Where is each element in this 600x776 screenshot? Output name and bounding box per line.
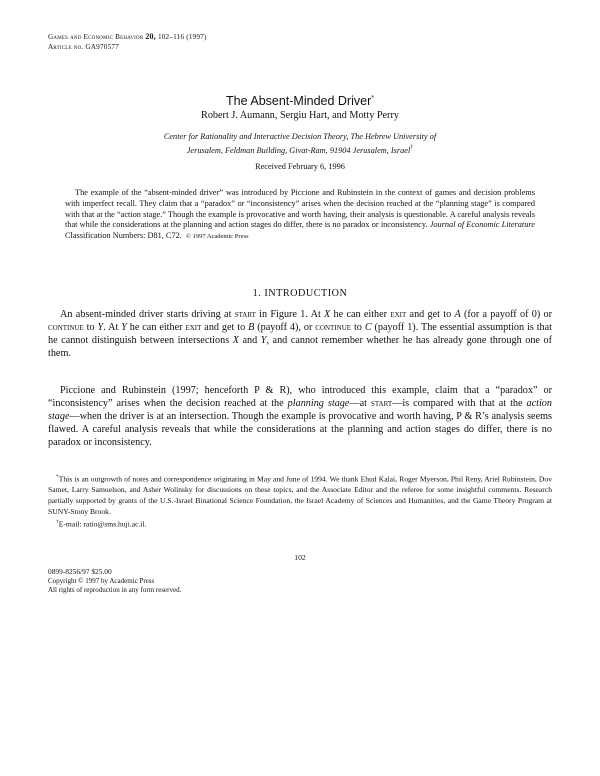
affiliation-line-2-text: Jerusalem, Feldman Building, Givat-Ram, 91904 Jerusalem, Israel <box>186 145 411 155</box>
publisher-info <box>48 567 181 596</box>
p2-text: —when the driver is at an intersection. Though the example is provocative and worth having, P & R’s analysis seems flawed. A careful analysis reveals that while the considerations at the planning and action stages do differ, there is no paradox or inconsistency. <box>48 410 552 448</box>
p1-text: (payoff 1). The essential assumption is that he cannot distinguish between intersections <box>48 321 552 346</box>
article-label: Article no. <box>48 43 84 51</box>
p1-text: to <box>83 321 98 333</box>
abstract-copyright: © 1997 Academic Press <box>186 233 249 241</box>
p2-planning-stage: planning stage <box>287 397 350 409</box>
paper-title <box>0 94 600 108</box>
page-number: 102 <box>294 553 306 562</box>
p1-text: An absent-minded driver starts driving at <box>60 309 235 320</box>
p1-var-b: B <box>248 321 255 333</box>
journal-name: Games and Economic Behavior <box>48 33 144 41</box>
affiliation-footnote-mark: † <box>410 144 414 151</box>
footnote-star <box>48 472 552 517</box>
p2-text: —is compared with that at the <box>392 397 527 409</box>
p1-continue: continue <box>315 321 352 333</box>
p1-exit: exit <box>390 309 407 320</box>
p1-text: (payoff 4), or <box>254 321 316 333</box>
journal-pages: 102–116 (1997) <box>157 33 207 41</box>
p1-text: he can either <box>126 321 186 333</box>
p1-continue: continue <box>48 321 84 333</box>
journal-volume: 20, <box>145 32 156 41</box>
paragraph-2 <box>48 385 552 450</box>
title-text: The Absent-Minded Driver <box>226 94 372 108</box>
abstract-text: The example of the “absent-minded driver” was introduced by Piccione and Rubinstein in the context of games and decision problems with imperfect recall. They claim that a “paradox” or “inconsistency” arises when the decision reached at the “planning stage” is compared with that at the “action stage.” Though the example is provocative and worth having, their analysis is questionable. A careful analysis reveals that while the considerations at the planning and action stages do differ, there is no paradox or inconsistency. <box>65 188 535 230</box>
p1-text: and <box>238 334 261 346</box>
p1-var-x: X <box>324 309 331 320</box>
authors: Robert J. Aumann, Sergiu Hart, and Motty Perry <box>201 110 399 121</box>
footnote-dagger <box>48 517 552 530</box>
journal-citation <box>48 32 207 42</box>
paragraph-1 <box>48 309 552 361</box>
footnote-star-text: This is an outgrowth of notes and correspondence originating in May and June of 1994. We thank Ehud Kalai, Roger Myerson, Phil Reny, Ariel Rubinstein, Dov Samet, Larry Samuelson, and Asher Wolinsky for discussions on these topics, and the Associate Editor and the referee for some insightful comments. Research partially supported by grants of the U.S.-Israel Binational Science Foundation, the Israel Academy of Sciences and Humanities, and the Game Theory Program at SUNY-Stony Brook. <box>48 474 552 516</box>
p1-text: in Figure 1. At <box>255 309 325 320</box>
p1-var-a: A <box>454 309 461 320</box>
journal-header <box>48 32 207 52</box>
issn-price: 0899-8256/97 $25.00 <box>48 567 112 576</box>
abstract <box>65 188 535 243</box>
title-footnote-mark: * <box>371 94 374 102</box>
jel-classification: Classification Numbers: D81, C72. <box>65 231 182 241</box>
p1-text: he can either <box>330 309 391 320</box>
footnote-dagger-mark: † <box>56 519 59 526</box>
p1-text: and get to <box>406 309 455 320</box>
p1-exit: exit <box>185 321 202 333</box>
p1-start: start <box>234 309 256 320</box>
publisher-copyright: Copyright © 1997 by Academic Press <box>48 576 155 585</box>
article-number: GA970577 <box>85 43 119 51</box>
footnotes <box>48 472 552 531</box>
affiliation-line-2 <box>75 143 525 156</box>
p2-text: —at <box>349 397 371 409</box>
p1-var-x: X <box>232 334 239 346</box>
p1-var-y: Y <box>97 321 104 333</box>
affiliation-line-1: Center for Rationality and Interactive Decision Theory, The Hebrew University of <box>163 132 437 141</box>
publisher-rights: All rights of reproduction in any form reserved. <box>48 586 182 595</box>
p1-text: . At <box>103 321 122 333</box>
p2-start: start <box>370 397 393 409</box>
received-date: Received February 6, 1996 <box>255 162 345 171</box>
p1-var-c: C <box>364 321 372 333</box>
article-number-line <box>48 42 207 52</box>
p2-action-stage: action stage <box>48 397 552 422</box>
p2-text: Piccione and Rubinstein (1997; henceforth P & R), who introduced this example, claim that a “paradox” or “inconsistency” arises when the decision reached at the <box>48 385 552 409</box>
affiliation <box>75 131 525 156</box>
p1-text: to <box>351 321 365 333</box>
p1-var-y: Y <box>260 334 267 346</box>
p1-var-y: Y <box>121 321 127 333</box>
section-heading: 1. INTRODUCTION <box>252 288 348 299</box>
footnote-dagger-text: E-mail: ratio@sms.huji.ac.il. <box>58 519 147 529</box>
jel-label: Journal of Economic Literature <box>429 220 535 230</box>
p1-text: , and cannot remember whether he has already gone through one of them. <box>48 334 552 359</box>
footnote-star-mark: * <box>56 474 59 480</box>
p1-text: and get to <box>201 321 249 333</box>
p1-text: (for a payoff of 0) or <box>460 309 552 320</box>
